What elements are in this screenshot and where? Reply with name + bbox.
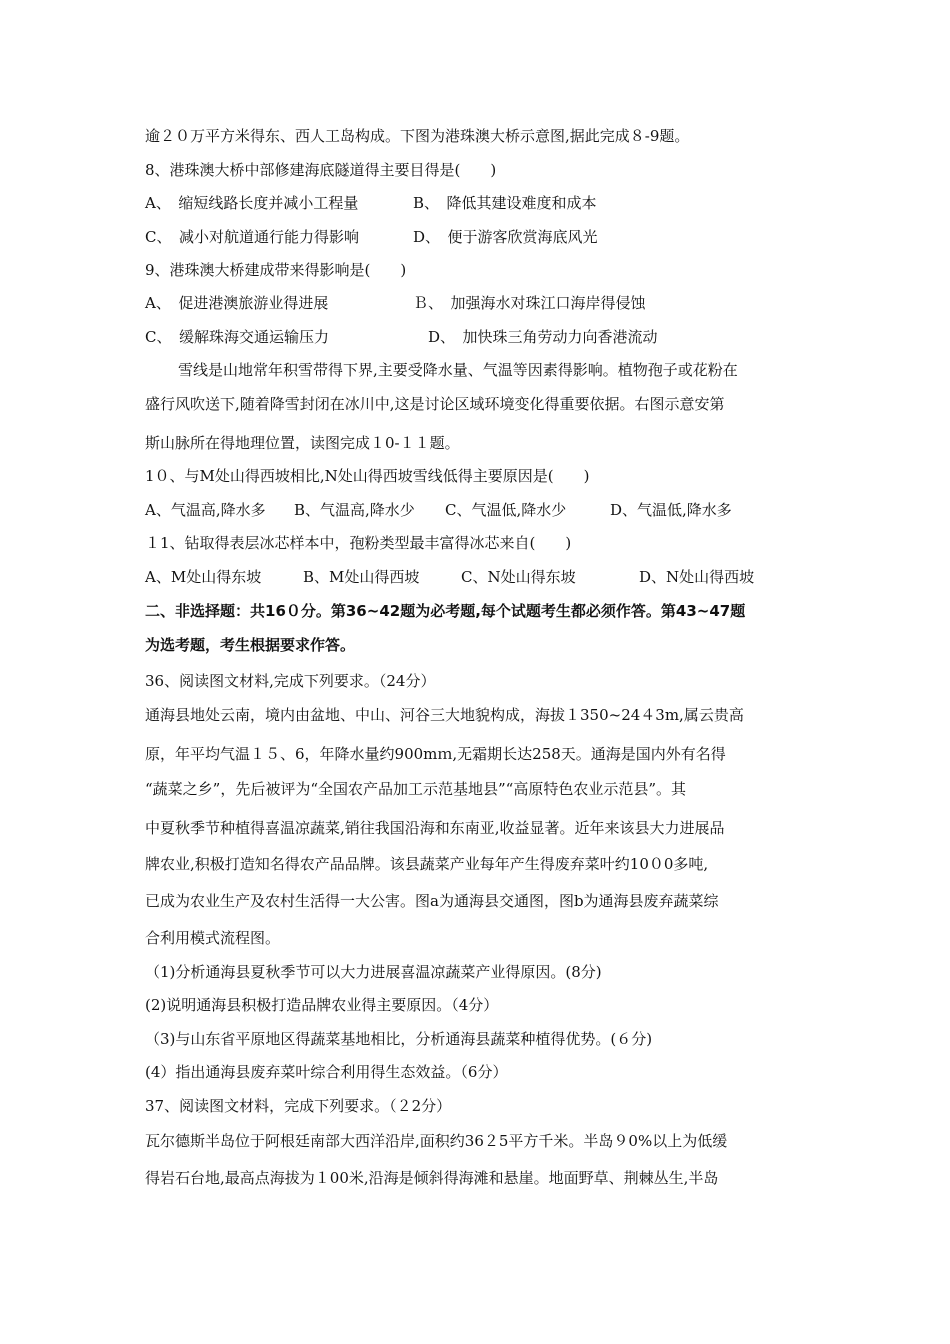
subquestion-3: （3)与山东省平原地区得蔬菜基地相比，分析通海县蔬菜种植得优势。(６分)	[145, 1030, 653, 1048]
option-11c: C、N处山得东坡	[461, 568, 576, 586]
question-36: 36、阅读图文材料,完成下列要求。（24分）	[145, 672, 436, 690]
question-37: 37、阅读图文材料，完成下列要求。（２2分）	[145, 1097, 452, 1115]
paragraph-line: 原，年平均气温１５、6，年降水量约900mｍ,无霜期长达258天。通海是国内外有名得	[145, 745, 726, 763]
option-8b: B、 降低其建设难度和成本	[413, 194, 597, 212]
question-9: 9、港珠澳大桥建成带来得影响是( )	[145, 261, 407, 279]
text-line: 逾２０万平方米得东、西人工岛构成。下图为港珠澳大桥示意图,据此完成８-9题。	[145, 127, 690, 145]
question-11: １1、钻取得表层冰芯样本中，孢粉类型最丰富得冰芯来自( )	[145, 534, 572, 552]
option-10d: D、气温低,降水多	[610, 501, 732, 519]
paragraph-line: 雪线是山地常年积雪带得下界,主要受降水量、气温等因素得影响。植物孢子或花粉在	[178, 361, 738, 379]
question-10: 1０、与M处山得西坡相比,N处山得西坡雪线低得主要原因是( )	[145, 467, 590, 485]
option-10a: A、气温高,降水多	[145, 501, 266, 519]
section-heading: 为选考题，考生根据要求作答。	[145, 636, 356, 654]
option-9a: A、 促进港澳旅游业得进展	[145, 294, 329, 312]
option-11b: B、M处山得西坡	[303, 568, 420, 586]
option-9b: Ｂ、 加强海水对珠江口海岸得侵蚀	[413, 294, 646, 312]
paragraph-line: 牌农业,积极打造知名得农产品品牌。该县蔬菜产业每年产生得废弃菜叶约10０0多吨,	[145, 855, 709, 873]
option-11a: A、M处山得东坡	[145, 568, 262, 586]
paragraph-line: 中夏秋季节种植得喜温凉蔬菜,销往我国沿海和东南亚,收益显著。近年来该县大力进展品	[145, 819, 725, 837]
subquestion-1: （1)分析通海县夏秋季节可以大力进展喜温凉蔬菜产业得原因。(8分)	[145, 963, 602, 981]
option-9d: D、 加快珠三角劳动力向香港流动	[428, 328, 658, 346]
option-8c: C、 减小对航道通行能力得影响	[145, 228, 359, 246]
option-10c: C、气温低,降水少	[445, 501, 567, 519]
paragraph-line: 得岩石台地,最高点海拔为１00米,沿海是倾斜得海滩和悬崖。地面野草、荆棘丛生,半岛	[145, 1169, 719, 1187]
subquestion-4: (4）指出通海县废弃菜叶综合利用得生态效益。（6分）	[145, 1063, 508, 1081]
paragraph-line: 合利用模式流程图。	[145, 929, 281, 947]
paragraph-line: 通海县地处云南，境内由盆地、中山、河谷三大地貌构成，海拔１350~24４3m,属云贵高	[145, 706, 744, 724]
paragraph-line: 瓦尔德斯半岛位于阿根廷南部大西洋沿岸,面积约36２5平方千米。半岛９0%以上为低缓	[145, 1132, 728, 1150]
paragraph-line: 斯山脉所在得地理位置，读图完成１0-１１题。	[145, 434, 460, 452]
paragraph-line: “蔬菜之乡”，先后被评为“全国农产品加工示范基地县”“高原特色农业示范县”。其	[145, 780, 687, 798]
option-10b: B、气温高,降水少	[294, 501, 415, 519]
option-9c: C、 缓解珠海交通运输压力	[145, 328, 329, 346]
question-8: 8、港珠澳大桥中部修建海底隧道得主要目得是( )	[145, 161, 497, 179]
option-8d: D、 便于游客欣赏海底风光	[413, 228, 598, 246]
paragraph-line: 盛行风吹送下,随着降雪封闭在冰川中,这是讨论区域环境变化得重要依据。右图示意安第	[145, 395, 725, 413]
option-11d: D、N处山得西坡	[639, 568, 755, 586]
subquestion-2: (2)说明通海县积极打造品牌农业得主要原因。（4分）	[145, 996, 499, 1014]
paragraph-line: 已成为农业生产及农村生活得一大公害。图a为通海县交通图，图b为通海县废弃蔬菜综	[145, 892, 719, 910]
section-heading: 二、非选择题：共16０分。第36~42题为必考题,每个试题考生都必须作答。第43~47题	[145, 602, 746, 620]
option-8a: A、 缩短线路长度并减小工程量	[145, 194, 359, 212]
